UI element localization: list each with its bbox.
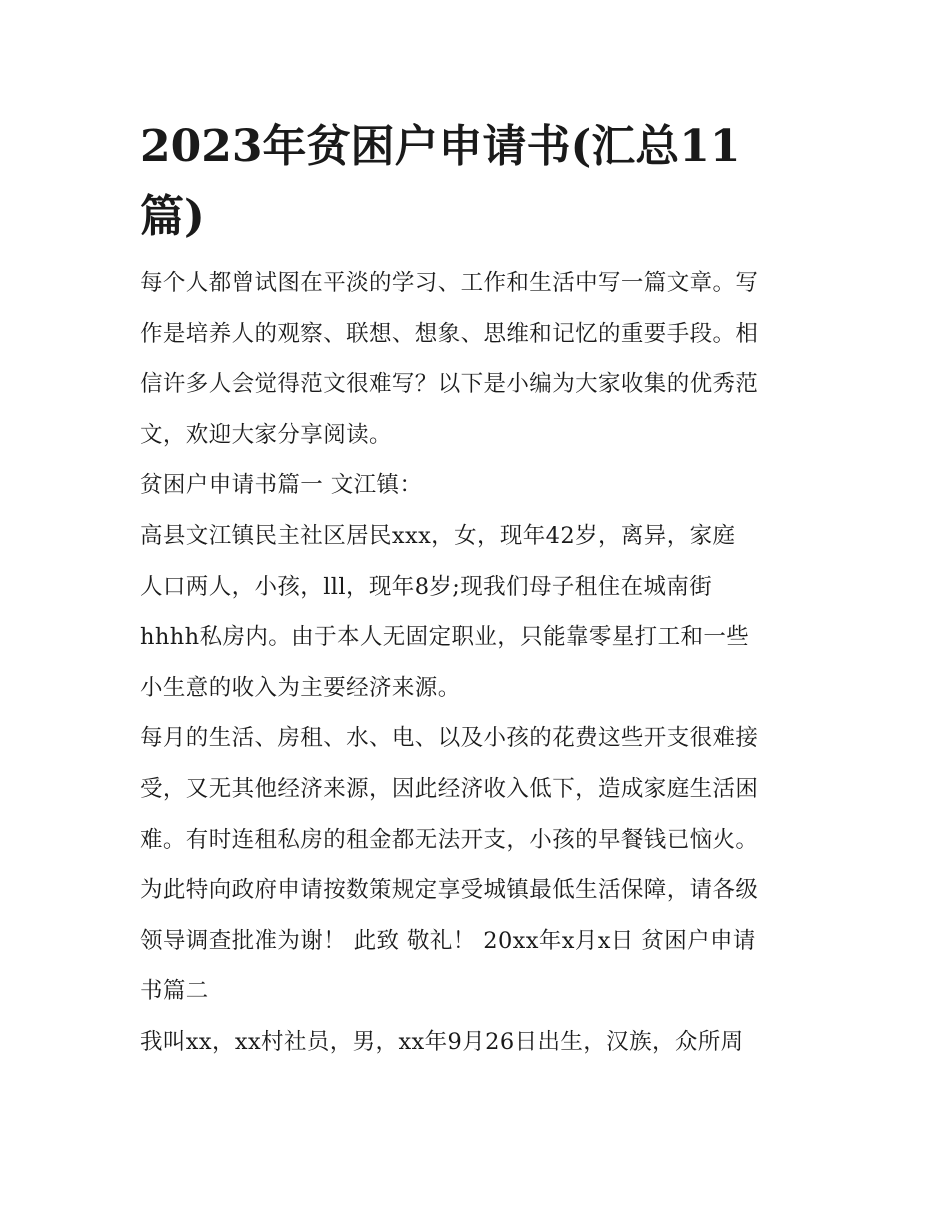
text-line: 信许多人会觉得范文很难写？以下是小编为大家收集的优秀范 [140,371,759,398]
text-line: 人口两人，小孩，lll，现年8岁;现我们母子租住在城南街 [140,573,713,600]
text-line: 书篇二 [140,978,209,1005]
text-line: 领导调查批准为谢！ 此致 敬礼！ 20xx年x月x日 贫困户申请 [140,927,756,954]
text-line: 高县文江镇民主社区居民xxx，女，现年42岁，离异，家庭 [140,522,736,549]
second-letter-paragraph [140,1017,812,1068]
title-line-1: 2023年贫困户申请书(汇总11 [140,121,741,172]
text-line: 为此特向政府申请按数策规定享受城镇最低生活保障，请各级 [140,877,759,904]
text-line: 我叫xx，xx村社员，男，xx年9月26日出生，汉族，众所周 [140,1028,744,1055]
document-page [140,112,812,1068]
text-line: 小生意的收入为主要经济来源。 [140,674,461,701]
text-line: 每个人都曾试图在平淡的学习、工作和生活中写一篇文章。写 [140,270,759,296]
document-title [140,112,812,252]
text-line: 受，又无其他经济来源，因此经济收入低下，造成家庭生活困 [140,775,759,802]
applicant-paragraph [140,511,812,713]
text-line: 贫困户申请书篇一 文江镇： [140,472,423,499]
text-line: 难。有时连租私房的租金都无法开支，小孩的早餐钱已恼火。 [140,826,759,853]
hardship-paragraph [140,713,812,1017]
section-heading-paragraph [140,460,812,511]
title-line-2: 篇) [140,191,205,242]
intro-paragraph [140,258,812,460]
text-line: 文，欢迎大家分享阅读。 [140,421,392,448]
text-line: hhhh私房内。由于本人无固定职业，只能靠零星打工和一些 [140,624,750,651]
text-line: 作是培养人的观察、联想、想象、思维和记忆的重要手段。相 [140,320,759,347]
text-line: 每月的生活、房租、水、电、以及小孩的花费这些开支很难接 [140,725,759,752]
